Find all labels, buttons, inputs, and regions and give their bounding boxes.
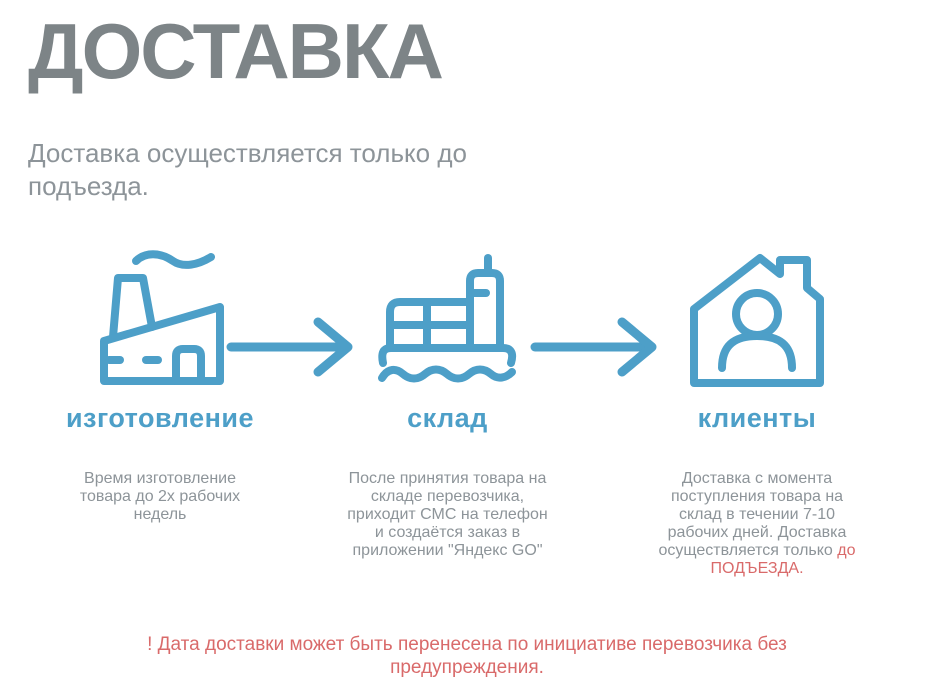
step-description-clients-text: Доставка с момента поступления товара на склад в течении 7-10 рабочих дней. Доставка осуществляется только <box>658 470 847 559</box>
step-manufacturing <box>38 245 282 524</box>
step-description-clients-highlight: до ПОДЪЕЗДА. <box>710 542 856 577</box>
step-label-clients: клиенты <box>697 403 817 433</box>
step-label-warehouse: склад <box>407 403 488 433</box>
house-client-icon <box>630 245 884 395</box>
step-label-manufacturing: изготовление <box>65 403 255 433</box>
footnote-warning: ! Дата доставки может быть перенесена по инициативе перевозчика без предупреждения. <box>147 634 787 678</box>
step-warehouse <box>320 245 575 560</box>
step-clients <box>630 245 884 578</box>
step-description-manufacturing: Время изготовление товара до 2х рабочих недель <box>79 470 241 523</box>
step-description-clients <box>656 470 858 578</box>
subtitle-text: Доставка осуществляется только до подъезда. <box>28 138 467 201</box>
step-description-warehouse: После принятия товара на складе перевозчика, приходит СМС на телефон и создаётся заказ в приложении "Яндекс GO" <box>347 470 548 559</box>
page-title: ДОСТАВКА <box>28 7 442 95</box>
